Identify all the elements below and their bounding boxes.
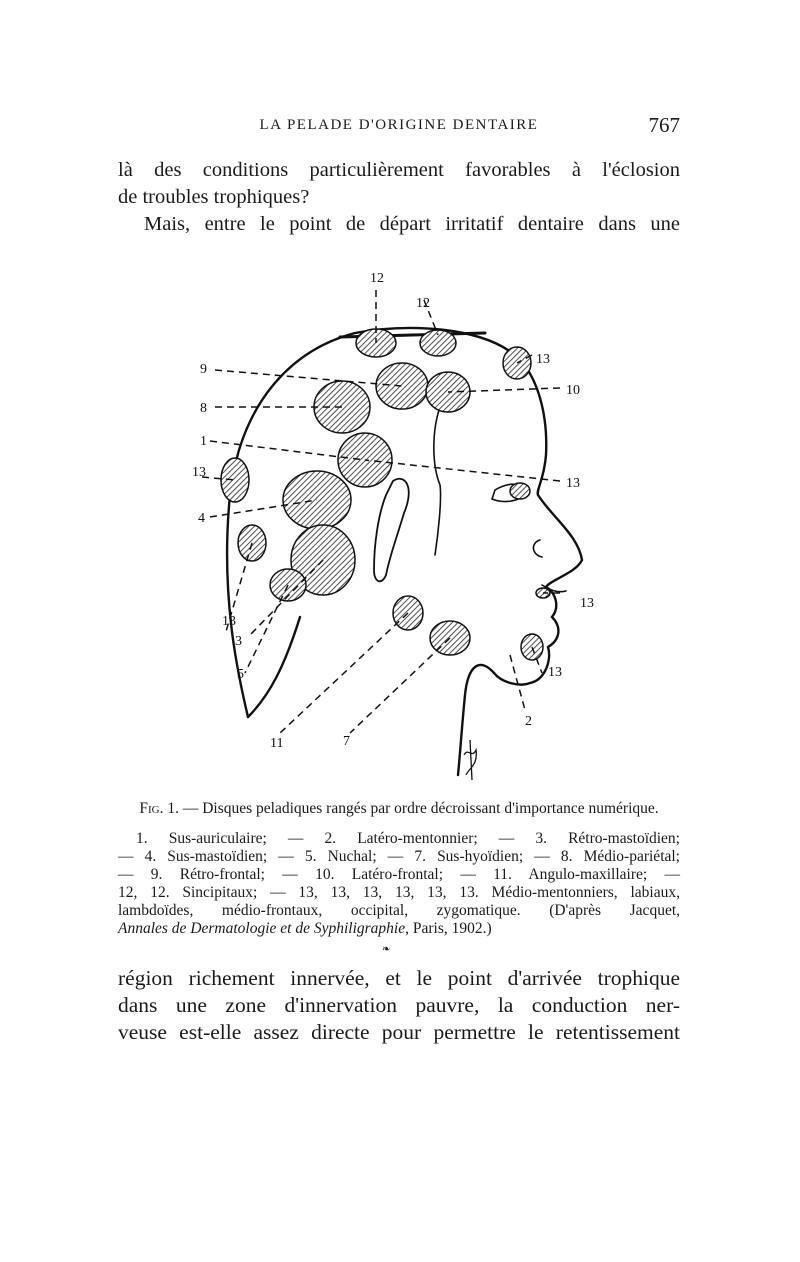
citation-rest: , Paris, 1902.) [405,920,492,937]
disque-9 [376,363,428,409]
engraver-signature [464,740,476,780]
hairline [434,395,445,555]
label-12a: 12 [370,271,384,286]
legend-line: 12, 12. Sincipitaux; — 13, 13, 13, 13, 13, 13. Médio-mentonniers, labiaux, [118,884,680,901]
paragraph-line: là des conditions particulièrement favorables à l'éclosion [118,159,680,181]
caption-title [118,800,680,818]
paragraph-line: de troubles trophiques? [118,186,310,208]
paragraph-bottom [118,965,680,1046]
paragraph-line: Mais, entre le point de départ irritatif dentaire dans une [144,213,680,235]
legend-line: lambdoïdes, médio-frontaux, occipital, zygomatique. (D'après Jacquet, [118,902,680,919]
label-10: 10 [566,383,580,398]
neck-outline [248,617,300,717]
running-head [118,113,680,139]
label-8: 8 [200,401,207,416]
label-13e: 13 [580,596,594,611]
label-1: 1 [200,434,207,449]
figure-label: Fig. 1. [139,800,179,817]
label-13c: 13 [566,476,580,491]
caption-legend [118,830,680,938]
label-4: 4 [198,511,205,526]
disque-13d [510,483,530,499]
label-13d: 13 [222,614,236,629]
legend-line: — 9. Rétro-frontal; — 10. Latéro-frontal; — 11. Angulo-maxillaire; — [118,866,680,883]
disque-13b [221,458,249,502]
ear-outline [374,479,409,582]
label-13b: 13 [192,465,206,480]
legend-line [118,920,680,938]
paragraph-line: région richement innervée, et le point d'arrivée trophique [118,966,680,990]
label-13a: 13 [536,352,550,367]
head-diagram-figure [180,255,620,790]
paragraph-line: dans une zone d'innervation pauvre, la conduction ner- [118,993,680,1017]
ornament: ❧ [382,944,391,955]
label-12b: 12 [416,296,430,311]
label-5: 5 [237,667,244,682]
nostril-outline [533,540,542,557]
label-7: 7 [343,734,350,749]
page-number: 767 [648,113,680,137]
paragraph-top [118,157,680,238]
running-title: LA PELADE D'ORIGINE DENTAIRE [259,117,539,133]
label-9: 9 [200,362,207,377]
label-2: 2 [525,714,532,729]
figure-caption [118,800,680,938]
label-3: 3 [235,634,242,649]
label-13f: 13 [548,665,562,680]
paragraph-line: veuse est-elle assez directe pour permettre le retentissement [118,1020,680,1044]
caption-title-text: — Disques peladiques rangés par ordre décroissant d'importance numérique. [182,800,659,817]
journal-title: Annales de Dermatologie et de Syphiligraphie [118,920,406,937]
head-diagram [180,255,620,790]
label-11: 11 [270,736,284,751]
legend-line: — 4. Sus-mastoïdien; — 5. Nuchal; — 7. Sus-hyoïdien; — 8. Médio-pariétal; [118,848,680,865]
legend-line: 1. Sus-auriculaire; — 2. Latéro-mentonnier; — 3. Rétro-mastoïdien; [136,830,680,847]
